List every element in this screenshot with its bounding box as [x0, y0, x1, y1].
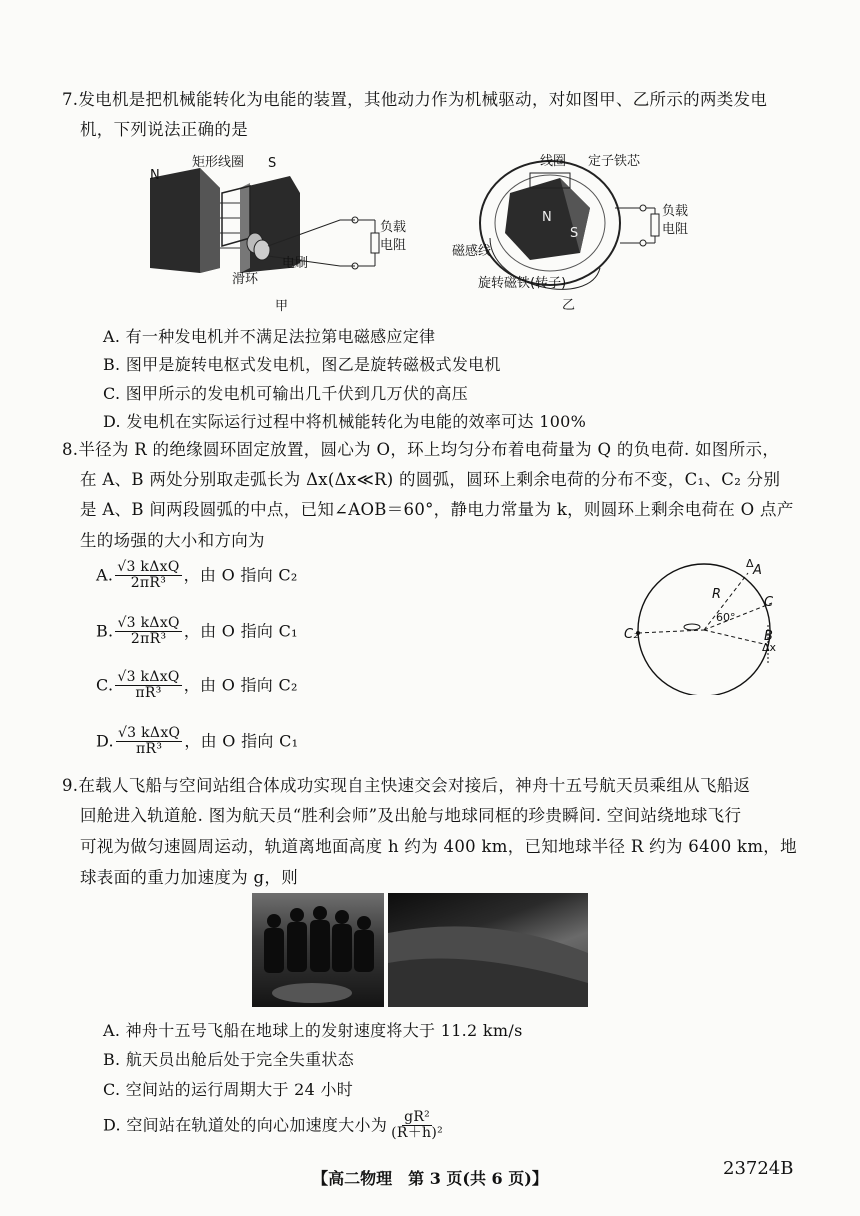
point-a-label: A [753, 563, 762, 578]
label-field-line: 磁感线 [452, 244, 492, 259]
delta-x-label: Δx [762, 641, 777, 654]
fraction-numerator: √3 kΔxQ [117, 559, 180, 575]
q9-stem-line3: 可视为做匀速圆周运动，轨道离地面高度 h 约为 400 km，已知地球半径 R 约为 6400 km，地 [80, 837, 797, 856]
q8-stem-line1: 8.半径为 R 的绝缘圆环固定放置，圆心为 O，环上均匀分布着电荷量为 Q 的负电荷. 如图所示， [62, 440, 780, 459]
earth-horizon [388, 893, 588, 1007]
label-resistor-yi: 电阻 [662, 222, 689, 237]
page-footer: 【高二物理 第 3 页(共 6 页)】 [312, 1169, 548, 1188]
generator-armature-diagram [140, 148, 400, 313]
astronaut-group-photo [252, 893, 384, 1007]
option-tail: ，由 O 指向 C₂ [183, 675, 298, 695]
label-rotor: 旋转磁铁(转子) [478, 276, 567, 291]
q9-stem-line1: 9.在载人飞船与空间站组合体成功实现自主快速交会对接后，神舟十五号航天员乘组从飞船返 [62, 776, 751, 795]
point-b-label: B [764, 629, 773, 644]
fraction-numerator: √3 kΔxQ [117, 669, 180, 685]
label-stator: 定子铁芯 [588, 154, 641, 169]
q8-ring-figure [622, 555, 822, 695]
label-n: N [150, 168, 160, 183]
label-rotor-s: S [570, 226, 579, 241]
q9-option-c: C. 空间站的运行周期大于 24 小时 [103, 1080, 354, 1099]
point-c1-label: C [764, 595, 774, 610]
charged-ring-diagram [622, 555, 822, 695]
option-tail: ，由 O 指向 C₂ [183, 565, 298, 585]
astronauts-silhouette [252, 893, 384, 1007]
label-load: 负载 [380, 220, 407, 235]
q9-option-a: A. 神舟十五号飞船在地球上的发射速度将大于 11.2 km/s [103, 1021, 523, 1040]
q7-option-c: C. 图甲所示的发电机可输出几千伏到几万伏的高压 [103, 384, 469, 403]
fraction-denominator: πR³ [136, 741, 163, 758]
label-slip-ring: 滑环 [232, 272, 259, 287]
label-s: S [268, 156, 277, 171]
q8-stem-line3: 是 A、B 间两段圆弧的中点，已知∠AOB＝60°，静电力常量为 k，则圆环上剩余电荷在 O 点产 [80, 500, 794, 519]
q7-figure-jia [140, 148, 407, 314]
q7-stem-line2: 机，下列说法正确的是 [80, 120, 248, 139]
q9-stem-line2: 回舱进入轨道舱. 图为航天员“胜利会师”及出舱与地球同框的珍贵瞬间. 空间站绕地球飞行 [80, 806, 742, 825]
label-brush: 电刷 [282, 256, 309, 271]
angle-label: 60° [716, 611, 736, 624]
label-coil: 矩形线圈 [192, 155, 245, 170]
label-load-yi: 负载 [662, 204, 689, 219]
option-letter: B. [96, 621, 114, 641]
fraction-numerator: √3 kΔxQ [117, 615, 180, 631]
q9-option-d [103, 1110, 447, 1142]
fraction-denominator: 2πR³ [130, 575, 167, 592]
option-tail: ，由 O 指向 C₁ [183, 621, 298, 641]
option-letter: A. [96, 565, 114, 585]
fraction-numerator: gR² [404, 1109, 431, 1125]
fraction-denominator: πR³ [135, 685, 162, 702]
point-c2-label: C₂ [624, 627, 639, 642]
q7-option-b: B. 图甲是旋转电枢式发电机，图乙是旋转磁极式发电机 [103, 355, 501, 374]
delta-x-label-top: Δ [746, 557, 754, 570]
q7-option-d: D. 发电机在实际运行过程中将机械能转化为电能的效率可达 100% [103, 412, 587, 431]
q7-stem-line1: 7.发电机是把机械能转化为电能的装置，其他动力作为机械驱动，对如图甲、乙所示的两类发电 [62, 90, 768, 109]
q8-stem-line2: 在 A、B 两处分别取走弧长为 Δx(Δx≪R) 的圆弧，圆环上剩余电荷的分布不变，C₁、C₂ 分别 [80, 470, 781, 489]
fraction-denominator: 2πR³ [130, 631, 167, 648]
fraction-numerator: √3 kΔxQ [117, 725, 181, 741]
q8-option-b [96, 616, 298, 648]
q8-option-c [96, 670, 298, 702]
label-resistor: 电阻 [380, 238, 407, 253]
option-d-prefix: D. 空间站在轨道处的向心加速度大小为 [103, 1115, 388, 1135]
q8-option-d [96, 726, 298, 758]
figure-caption-yi: 乙 [562, 298, 576, 313]
fraction-denominator: (R＋h)² [391, 1125, 444, 1142]
q8-stem-line4: 生的场强的大小和方向为 [80, 531, 265, 550]
option-letter: C. [96, 675, 114, 695]
figure-caption-jia: 甲 [275, 299, 289, 314]
exam-code: 23724B [723, 1158, 794, 1179]
option-tail: ，由 O 指向 C₁ [184, 731, 299, 751]
label-coil-yi: 线圈 [540, 154, 567, 169]
radius-label: R [712, 587, 722, 602]
spacewalk-earth-photo [388, 893, 588, 1007]
q9-stem-line4: 球表面的重力加速度为 g，则 [80, 868, 299, 887]
q7-figure-yi [452, 148, 720, 313]
q7-option-a: A. 有一种发电机并不满足法拉第电磁感应定律 [103, 327, 436, 346]
q8-option-a [96, 560, 298, 592]
label-rotor-n: N [542, 210, 552, 225]
q9-option-b: B. 航天员出舱后处于完全失重状态 [103, 1050, 355, 1069]
option-letter: D. [96, 731, 114, 751]
